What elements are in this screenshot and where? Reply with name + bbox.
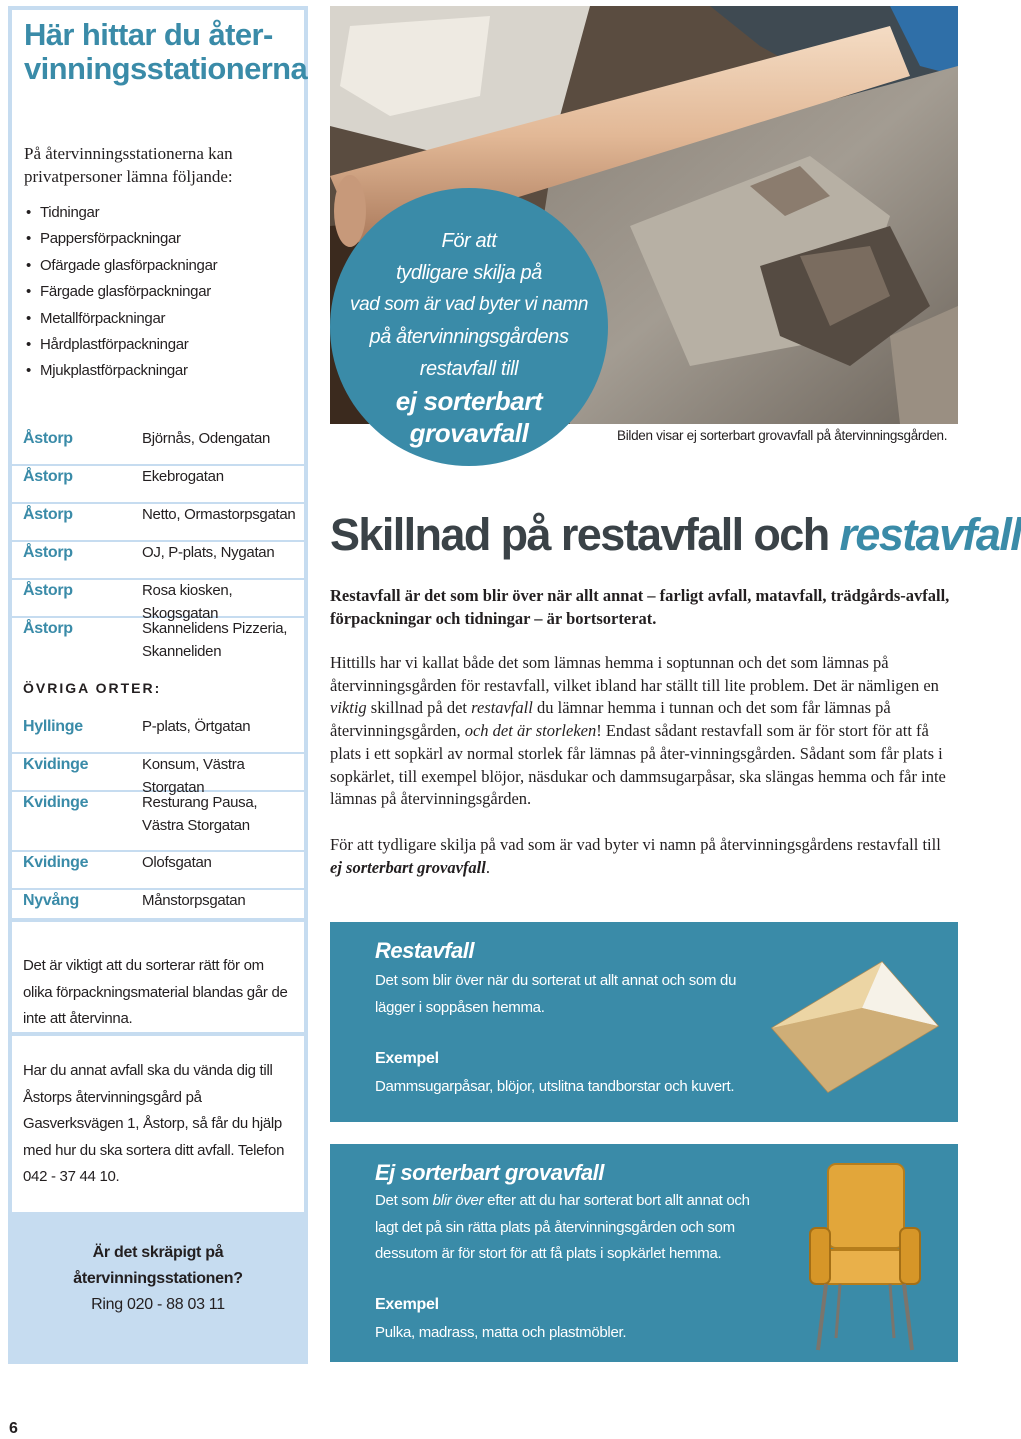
grovavfall-title: Ej sorterbart grovavfall: [375, 1160, 604, 1185]
location-town: Åstorp: [23, 430, 73, 447]
location-place: Konsum, Västra Storgatan: [142, 756, 245, 796]
text-run-italic: blir över: [432, 1192, 484, 1209]
example-text: Pulka, madrass, matta och plastmöbler.: [375, 1324, 627, 1341]
rename-circle: [330, 188, 608, 466]
location-row: [12, 852, 304, 890]
armchair-icon: [800, 1158, 930, 1354]
messy-question-line2: återvinningsstationen?: [73, 1270, 243, 1287]
messy-question-line1: Är det skräpigt på: [92, 1244, 224, 1261]
circle-line2: tydligare skilja på: [396, 262, 542, 284]
list-item: • Pappersförpackningar: [24, 226, 294, 252]
location-town: Åstorp: [23, 468, 73, 485]
location-row: [12, 542, 304, 580]
location-row: [12, 504, 304, 542]
text-run-italic: restavfall: [471, 698, 533, 718]
definitions-box: [330, 922, 958, 1362]
circle-line4: på återvinningsgårdens: [369, 326, 569, 348]
text-run: du lämnar hemma i tunnan och det som får lämnas på återvinningsgården,: [330, 698, 891, 741]
left-intro: På återvinningsstationerna kan privatpersoner lämna följande:: [24, 144, 233, 186]
body-paragraph-1: [330, 652, 956, 811]
page-number: 6: [9, 1420, 18, 1437]
restavfall-text: Det som blir över när du sorterat ut allt annat och som du lägger i soppåsen hemma.: [375, 972, 737, 1016]
location-town: Åstorp: [23, 620, 73, 637]
circle-line6: ej sorterbart: [395, 386, 543, 416]
list-item: • Tidningar: [24, 200, 294, 226]
example-text: Dammsugarpåsar, blöjor, utslitna tandborstar och kuvert.: [375, 1078, 735, 1095]
list-item: • Hårdplastförpackningar: [24, 332, 294, 358]
location-place: Ekebrogatan: [142, 468, 224, 485]
circle-line7: grovavfall: [409, 418, 529, 448]
messy-phone: Ring 020 - 88 03 11: [91, 1296, 225, 1313]
location-town: Kvidinge: [23, 854, 89, 871]
lead-paragraph: Restavfall är det som blir över när allt annat – farligt avfall, matavfall, trädgårds-avfall, förpackningar och tidningar – är bortsorterat.: [330, 586, 950, 628]
text-run: Det som: [375, 1192, 433, 1209]
location-town: Kvidinge: [23, 756, 89, 773]
location-town: Nyvång: [23, 892, 79, 909]
circle-line5: restavfall till: [419, 358, 519, 380]
text-run: .: [485, 857, 490, 877]
list-item: • Metallförpackningar: [24, 306, 294, 332]
text-run-italic: viktig: [330, 698, 367, 718]
location-place: Skannelidens Pizzeria, Skanneliden: [142, 620, 288, 660]
text-run: efter att du har sorterat bort allt annat och lagt det på sin rätta plats på återvinningsgården och som dessutom är för stort för att få plats i sopkärlet hemma.: [375, 1192, 750, 1262]
location-place: Resturang Pausa, Västra Storgatan: [142, 794, 258, 834]
text-run: Hittills har vi kallat både det som lämnas hemma i soptunnan och det som lämnas på återvinningsgården för restavfall, vilket ibland har ställt till lite problem. Det är nämligen en: [330, 653, 939, 695]
list-item: • Färgade glasförpackningar: [24, 279, 294, 305]
example-label: Exempel: [375, 1296, 439, 1313]
sorting-note: Det är viktigt att du sorterar rätt för om olika förpackningsmaterial blandas går de inte att återvinna.: [23, 957, 288, 1027]
location-row: [12, 618, 304, 670]
text-run: skillnad på det: [366, 698, 472, 718]
location-row: [12, 754, 304, 796]
heading-accent: restavfall: [839, 509, 1021, 560]
text-run: För att tydligare skilja på vad som är vad byter vi namn på återvinningsgårdens restavfall till: [330, 835, 941, 854]
location-town: Åstorp: [23, 582, 73, 599]
body-paragraph-2: [330, 834, 956, 879]
envelope-icon: [762, 950, 948, 1100]
location-row: [12, 428, 304, 466]
text-run-bold-italic: ej sorterbart grovavfall: [330, 857, 486, 877]
location-place: P-plats, Örtgatan: [142, 718, 251, 735]
location-row: [12, 466, 304, 504]
circle-line3: vad som är vad byter vi namn: [349, 294, 589, 315]
list-item: • Ofärgade glasförpackningar: [24, 253, 294, 279]
location-town: Åstorp: [23, 506, 73, 523]
location-place: Månstorpsgatan: [142, 892, 246, 909]
restavfall-title: Restavfall: [375, 938, 474, 963]
location-row: [12, 890, 304, 916]
box-divider: [330, 1122, 958, 1144]
list-item: • Mjukplastförpackningar: [24, 358, 294, 384]
circle-line1: För att: [441, 230, 497, 252]
accepted-items-list: [24, 200, 294, 385]
location-place: Rosa kiosken, Skogsgatan: [142, 582, 233, 622]
grovavfall-text: [375, 1188, 775, 1268]
messy-station-notice: [8, 1240, 308, 1318]
location-town: Kvidinge: [23, 794, 89, 811]
photo-caption: Bilden visar ej sorterbart grovavfall på återvinningsgården.: [617, 428, 948, 443]
text-run: ! Endast sådant restavfall som är för stort för att få plats i ett sopkärl av normal storlek får lämnas på åter-vinningsgården. Sådant som får plats i sopkärlet, till exempel blöjor, näsdukar och dammsugarpåsar, ska slängas hemma och får inte lämnas på återvinningsgården.: [330, 721, 946, 809]
location-place: Björnås, Odengatan: [142, 430, 271, 447]
main-heading: [330, 506, 1021, 564]
location-town: Åstorp: [23, 544, 73, 561]
location-row: [12, 716, 304, 754]
location-row: [12, 792, 304, 852]
location-place: Netto, Ormastorpsgatan: [142, 506, 296, 523]
location-town: Hyllinge: [23, 718, 83, 735]
location-place: Olofsgatan: [142, 854, 212, 871]
other-locations-heading: ÖVRIGA ORTER:: [23, 680, 162, 696]
heading-part: Skillnad på restavfall och: [330, 509, 840, 560]
other-waste-text: Har du annat avfall ska du vända dig till Åstorps återvinningsgård på Gasverksvägen 1, Åstorp, så får du hjälp med hur du ska sortera ditt avfall. Telefon 042 - 37 44 10.: [23, 1062, 285, 1185]
left-title: Här hittar du åter-vinningsstationerna: [24, 17, 308, 86]
location-place: OJ, P-plats, Nygatan: [142, 544, 275, 561]
example-label: Exempel: [375, 1050, 439, 1067]
text-run-italic: och det är storleken: [464, 721, 597, 741]
location-row: [12, 580, 304, 622]
